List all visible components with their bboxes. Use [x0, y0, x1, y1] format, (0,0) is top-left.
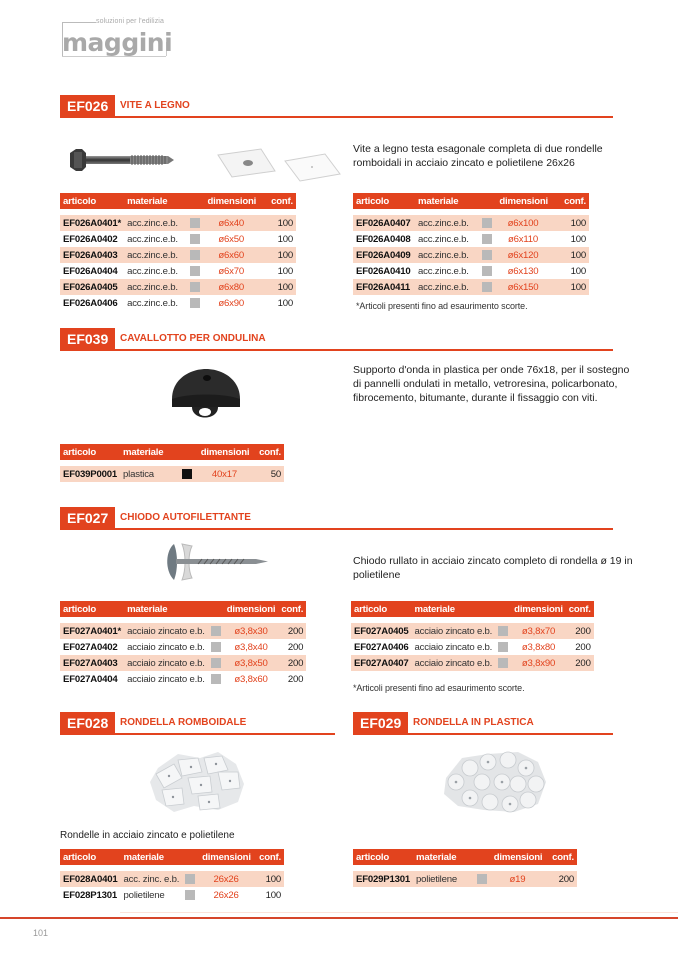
cell-materiale: acc.zinc.e.b. — [124, 263, 187, 279]
table-row — [60, 231, 296, 247]
wood-screw-image — [68, 145, 178, 175]
cell-dimensioni: ø6x40 — [203, 215, 259, 231]
material-color-swatch — [211, 658, 221, 668]
col-swatch — [208, 601, 224, 617]
col-conf: conf. — [252, 444, 284, 460]
product-table-ef029 — [353, 849, 577, 887]
cell-conf: 100 — [551, 215, 589, 231]
cell-conf: 200 — [278, 671, 306, 687]
cell-materiale: acciaio zincato e.b. — [412, 639, 496, 655]
cell-articolo: EF029P1301 — [353, 871, 413, 887]
wave-bracket-image — [168, 365, 244, 425]
col-conf: conf. — [259, 193, 296, 209]
cell-materiale: plastica — [120, 466, 179, 482]
cell-articolo: EF026A0407 — [353, 215, 415, 231]
cell-articolo: EF027A0401* — [60, 623, 124, 639]
col-conf: conf. — [254, 849, 284, 865]
col-articolo: articolo — [353, 193, 415, 209]
table-row — [60, 639, 306, 655]
material-color-swatch — [190, 234, 200, 244]
cell-dimensioni: ø6x120 — [495, 247, 551, 263]
cell-conf: 200 — [566, 655, 594, 671]
cell-materiale: acc.zinc.e.b. — [124, 215, 187, 231]
cell-articolo: EF026A0403 — [60, 247, 124, 263]
table-header-row — [353, 193, 589, 209]
cell-articolo: EF028P1301 — [60, 887, 121, 903]
cell-materiale: acciaio zincato e.b. — [124, 655, 208, 671]
col-materiale: materiale — [124, 601, 208, 617]
cell-articolo: EF026A0411 — [353, 279, 415, 295]
cell-articolo: EF027A0406 — [351, 639, 412, 655]
table-header-row — [60, 444, 284, 460]
cell-dimensioni: ø3,8x70 — [511, 623, 566, 639]
table-row — [353, 279, 589, 295]
material-color-swatch — [190, 218, 200, 228]
cell-conf: 200 — [278, 639, 306, 655]
col-conf: conf. — [545, 849, 577, 865]
section-title: CAVALLOTTO PER ONDULINA — [120, 333, 266, 344]
cell-conf: 100 — [551, 247, 589, 263]
col-swatch — [187, 193, 203, 209]
col-conf: conf. — [278, 601, 306, 617]
self-tapping-nail-image — [162, 540, 272, 584]
cell-materiale: acc. zinc. e.b. — [121, 871, 183, 887]
cell-conf: 200 — [566, 639, 594, 655]
product-description: Rondelle in acciaio zincato e polietilene — [60, 830, 235, 841]
cell-materiale: acc.zinc.e.b. — [415, 231, 479, 247]
cell-materiale: acc.zinc.e.b. — [415, 279, 479, 295]
material-color-swatch — [211, 674, 221, 684]
stock-note: *Articoli presenti fino ad esaurimento scorte. — [356, 301, 528, 311]
material-color-swatch — [190, 250, 200, 260]
cell-articolo: EF026A0409 — [353, 247, 415, 263]
cell-dimensioni: ø3,8x80 — [511, 639, 566, 655]
cell-articolo: EF026A0406 — [60, 295, 124, 311]
table-row — [351, 655, 594, 671]
cell-dimensioni: 26x26 — [198, 871, 253, 887]
section-rule — [60, 733, 335, 735]
col-conf: conf. — [566, 601, 594, 617]
cell-materiale: acciaio zincato e.b. — [124, 623, 208, 639]
cell-conf: 100 — [259, 247, 296, 263]
cell-conf: 100 — [259, 215, 296, 231]
cell-articolo: EF027A0403 — [60, 655, 124, 671]
cell-dimensioni: ø6x80 — [203, 279, 259, 295]
cell-articolo: EF026A0405 — [60, 279, 124, 295]
material-color-swatch — [482, 250, 492, 260]
section-title: CHIODO AUTOFILETTANTE — [120, 512, 251, 523]
cell-articolo: EF027A0404 — [60, 671, 124, 687]
col-articolo: articolo — [60, 444, 120, 460]
cell-articolo: EF039P0001 — [60, 466, 120, 482]
cell-materiale: acc.zinc.e.b. — [415, 247, 479, 263]
cell-conf: 200 — [545, 871, 577, 887]
material-color-swatch — [498, 658, 508, 668]
section-rule — [60, 528, 613, 530]
cell-materiale: acciaio zincato e.b. — [124, 639, 208, 655]
cell-conf: 200 — [278, 623, 306, 639]
logo-wordmark: maggini — [62, 28, 173, 57]
table-row — [353, 263, 589, 279]
section-rule — [60, 349, 613, 351]
plastic-washers-pile-image — [438, 748, 550, 814]
col-materiale: materiale — [121, 849, 183, 865]
section-header-ef039 — [60, 328, 613, 350]
stock-note: *Articoli presenti fino ad esaurimento scorte. — [353, 683, 525, 693]
cell-materiale: acc.zinc.e.b. — [124, 247, 187, 263]
rhomboid-washers-pile-image — [148, 748, 248, 814]
section-title: RONDELLA IN PLASTICA — [413, 717, 534, 728]
cell-conf: 100 — [259, 263, 296, 279]
material-color-swatch — [211, 642, 221, 652]
table-header-row — [60, 601, 306, 617]
cell-dimensioni: ø19 — [490, 871, 546, 887]
col-dimensioni: dimensioni — [197, 444, 253, 460]
cell-dimensioni: ø6x110 — [495, 231, 551, 247]
product-table-ef026-left — [60, 193, 296, 311]
cell-dimensioni: ø6x130 — [495, 263, 551, 279]
cell-articolo: EF026A0402 — [60, 231, 124, 247]
col-materiale: materiale — [415, 193, 479, 209]
section-header-ef026 — [60, 95, 613, 117]
section-header-ef027 — [60, 507, 613, 529]
material-color-swatch — [190, 266, 200, 276]
cell-conf: 100 — [551, 231, 589, 247]
cell-articolo: EF026A0404 — [60, 263, 124, 279]
footer-rule — [0, 917, 678, 919]
cell-dimensioni: 40x17 — [197, 466, 253, 482]
cell-articolo: EF026A0410 — [353, 263, 415, 279]
col-dimensioni: dimensioni — [224, 601, 279, 617]
col-articolo: articolo — [351, 601, 412, 617]
material-color-swatch — [190, 298, 200, 308]
cell-dimensioni: ø3,8x40 — [224, 639, 279, 655]
section-code: EF026 — [60, 95, 115, 117]
material-color-swatch — [482, 282, 492, 292]
logo-tagline: soluzioni per l'edilizia — [96, 18, 164, 25]
col-articolo: articolo — [60, 849, 121, 865]
col-swatch — [495, 601, 511, 617]
product-table-ef039 — [60, 444, 284, 482]
cell-materiale: acc.zinc.e.b. — [415, 263, 479, 279]
section-code: EF028 — [60, 712, 115, 734]
material-color-swatch — [185, 890, 195, 900]
material-color-swatch — [498, 642, 508, 652]
section-code: EF027 — [60, 507, 115, 529]
cell-dimensioni: ø3,8x60 — [224, 671, 279, 687]
product-table-ef028 — [60, 849, 284, 903]
table-header-row — [60, 193, 296, 209]
table-row — [353, 231, 589, 247]
col-materiale: materiale — [413, 849, 474, 865]
table-row — [353, 215, 589, 231]
cell-articolo: EF027A0407 — [351, 655, 412, 671]
section-header-ef028 — [60, 712, 335, 734]
material-color-swatch — [482, 266, 492, 276]
section-code: EF029 — [353, 712, 408, 734]
table-row — [353, 247, 589, 263]
material-color-swatch — [477, 874, 487, 884]
cell-conf: 100 — [551, 279, 589, 295]
section-code: EF039 — [60, 328, 115, 350]
cell-materiale: acc.zinc.e.b. — [124, 295, 187, 311]
table-row — [60, 671, 306, 687]
cell-dimensioni: ø6x100 — [495, 215, 551, 231]
cell-materiale: polietilene — [413, 871, 474, 887]
material-color-swatch — [482, 234, 492, 244]
cell-articolo: EF027A0405 — [351, 623, 412, 639]
logo-frame — [62, 22, 96, 23]
table-header-row — [60, 849, 284, 865]
cell-conf: 100 — [254, 871, 284, 887]
section-title: VITE A LEGNO — [120, 100, 190, 111]
cell-conf: 100 — [259, 279, 296, 295]
section-rule — [60, 116, 613, 118]
table-row — [60, 247, 296, 263]
cell-materiale: acciaio zincato e.b. — [412, 655, 496, 671]
col-materiale: materiale — [120, 444, 179, 460]
cell-articolo: EF028A0401 — [60, 871, 121, 887]
cell-materiale: acc.zinc.e.b. — [415, 215, 479, 231]
cell-materiale: polietilene — [121, 887, 183, 903]
material-color-swatch — [211, 626, 221, 636]
material-color-swatch — [190, 282, 200, 292]
col-swatch — [474, 849, 490, 865]
material-color-swatch — [185, 874, 195, 884]
table-row — [60, 887, 284, 903]
col-dimensioni: dimensioni — [203, 193, 259, 209]
cell-dimensioni: ø3,8x90 — [511, 655, 566, 671]
cell-conf: 100 — [254, 887, 284, 903]
col-swatch — [479, 193, 495, 209]
cell-articolo: EF026A0408 — [353, 231, 415, 247]
cell-dimensioni: ø6x60 — [203, 247, 259, 263]
cell-conf: 100 — [259, 295, 296, 311]
cell-dimensioni: ø3,8x30 — [224, 623, 279, 639]
table-row — [60, 655, 306, 671]
cell-dimensioni: ø6x150 — [495, 279, 551, 295]
section-title: RONDELLA ROMBOIDALE — [120, 717, 247, 728]
table-row — [60, 263, 296, 279]
rhomboid-washers-image — [215, 145, 345, 183]
section-rule — [353, 733, 613, 735]
material-color-swatch — [498, 626, 508, 636]
product-table-ef027-left — [60, 601, 306, 687]
col-swatch — [182, 849, 198, 865]
table-row — [60, 871, 284, 887]
table-header-row — [351, 601, 594, 617]
maggini-logo — [58, 14, 173, 60]
col-dimensioni: dimensioni — [495, 193, 551, 209]
cell-dimensioni: 26x26 — [198, 887, 253, 903]
product-table-ef026-right — [353, 193, 589, 295]
cell-materiale: acc.zinc.e.b. — [124, 231, 187, 247]
table-row — [60, 466, 284, 482]
col-dimensioni: dimensioni — [198, 849, 253, 865]
table-header-row — [353, 849, 577, 865]
page-number: 101 — [33, 928, 49, 938]
material-color-swatch — [182, 469, 192, 479]
col-articolo: articolo — [60, 601, 124, 617]
table-row — [60, 279, 296, 295]
table-row — [353, 871, 577, 887]
cell-conf: 100 — [259, 231, 296, 247]
cell-materiale: acciaio zincato e.b. — [124, 671, 208, 687]
section-header-ef029 — [353, 712, 613, 734]
product-table-ef027-right — [351, 601, 594, 671]
cell-conf: 200 — [278, 655, 306, 671]
cell-dimensioni: ø6x70 — [203, 263, 259, 279]
col-swatch — [179, 444, 197, 460]
cell-dimensioni: ø3,8x50 — [224, 655, 279, 671]
cell-materiale: acc.zinc.e.b. — [124, 279, 187, 295]
col-materiale: materiale — [412, 601, 496, 617]
footer-rule-light — [120, 912, 678, 913]
table-row — [351, 639, 594, 655]
product-description: Chiodo rullato in acciaio zincato completo di rondella ø 19 in polietilene — [353, 555, 633, 581]
table-row — [351, 623, 594, 639]
cell-dimensioni: ø6x50 — [203, 231, 259, 247]
col-articolo: articolo — [353, 849, 413, 865]
table-row — [60, 215, 296, 231]
table-row — [60, 295, 296, 311]
col-conf: conf. — [551, 193, 589, 209]
cell-conf: 100 — [551, 263, 589, 279]
product-description: Vite a legno testa esagonale completa di due rondelle romboidali in acciaio zincato e polietilene 26x26 — [353, 143, 603, 169]
material-color-swatch — [482, 218, 492, 228]
cell-articolo: EF026A0401* — [60, 215, 124, 231]
cell-conf: 50 — [252, 466, 284, 482]
cell-articolo: EF027A0402 — [60, 639, 124, 655]
col-articolo: articolo — [60, 193, 124, 209]
product-description: Supporto d'onda in plastica per onde 76x18, per il sostegno di pannelli ondulati in metallo, vetroresina, policarbonato, fibrocemento, bitumante, durante il fissaggio con viti. — [353, 364, 630, 404]
col-dimensioni: dimensioni — [490, 849, 546, 865]
col-dimensioni: dimensioni — [511, 601, 566, 617]
cell-dimensioni: ø6x90 — [203, 295, 259, 311]
col-materiale: materiale — [124, 193, 187, 209]
table-row — [60, 623, 306, 639]
cell-conf: 200 — [566, 623, 594, 639]
cell-materiale: acciaio zincato e.b. — [412, 623, 496, 639]
